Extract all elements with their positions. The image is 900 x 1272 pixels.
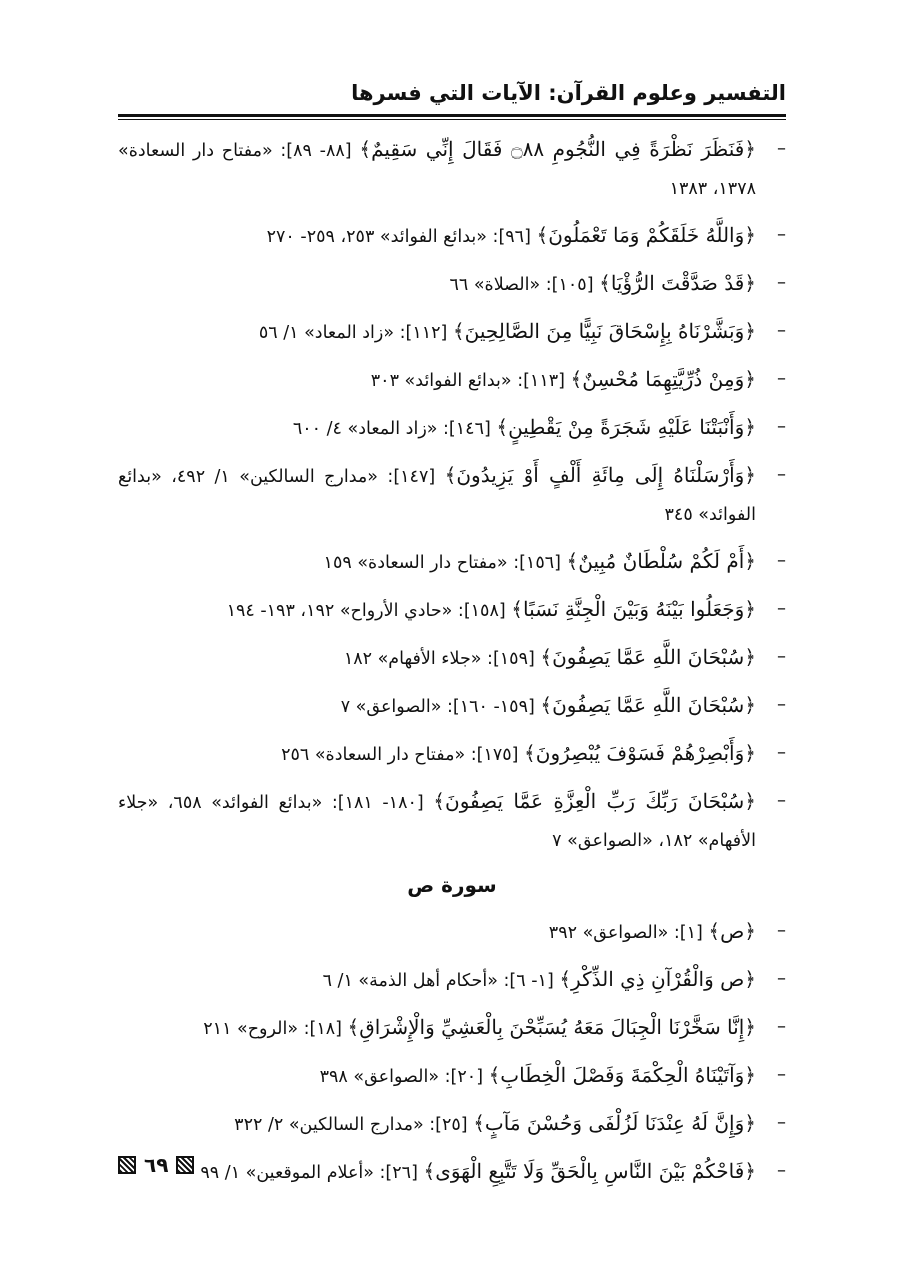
list-item: – ﴿إِنَّا سَخَّرْنَا الْجِبَالَ مَعَهُ يُسَبِّحْنَ بِالْعَشِيِّ وَالْإِشْرَاقِ﴾ [١٨]: «الروح» ٢١١ bbox=[203, 1015, 786, 1039]
reference-text: [٩٦]: «بدائع الفوائد» ٢٥٣، ٢٥٩- ٢٧٠ bbox=[266, 227, 537, 247]
verse-text: ﴿ص وَالْقُرْآنِ ذِي الذِّكْرِ﴾ bbox=[559, 967, 756, 991]
entries-list-after bbox=[118, 912, 786, 1192]
list-item: – ﴿وَمِنْ ذُرِّيَّتِهِمَا مُحْسِنٌ﴾ [١١٣]: «بدائع الفوائد» ٣٠٣ bbox=[370, 367, 786, 391]
list-item: – ﴿وَإِنَّ لَهُ عِنْدَنَا لَزُلْفَى وَحُسْنَ مَآبٍ﴾ [٢٥]: «مدارج السالكين» ٢/ ٣٢٢ bbox=[234, 1111, 786, 1135]
reference-text: [١١٢]: «زاد المعاد» ١/ ٥٦ bbox=[258, 323, 453, 343]
verse-text: ﴿أَمْ لَكُمْ سُلْطَانٌ مُبِينٌ﴾ bbox=[566, 549, 756, 573]
ornament-square-icon bbox=[176, 1156, 194, 1174]
reference-text: [١٥٩]: «جلاء الأفهام» ١٨٢ bbox=[343, 649, 541, 669]
list-item: – ﴿وَآتَيْنَاهُ الْحِكْمَةَ وَفَصْلَ الْخِطَابِ﴾ [٢٠]: «الصواعق» ٣٩٨ bbox=[319, 1063, 786, 1087]
reference-text: [١٥٦]: «مفتاح دار السعادة» ١٥٩ bbox=[323, 553, 567, 573]
reference-text: [٢٦]: «أعلام الموقعين» ١/ ٩٩ bbox=[200, 1163, 424, 1183]
verse-text: ﴿وَأَبْصِرْهُمْ فَسَوْفَ يُبْصِرُونَ﴾ bbox=[524, 741, 756, 765]
verse-text: ﴿وَمِنْ ذُرِّيَّتِهِمَا مُحْسِنٌ﴾ bbox=[570, 367, 756, 391]
page-footer bbox=[118, 1150, 194, 1180]
verse-text: ﴿وَأَنْبَتْنَا عَلَيْهِ شَجَرَةً مِنْ يَقْطِينٍ﴾ bbox=[496, 415, 756, 439]
list-item: – ﴿ص وَالْقُرْآنِ ذِي الذِّكْرِ﴾ [١- ٦]: «أحكام أهل الذمة» ١/ ٦ bbox=[322, 967, 786, 991]
reference-text: [١]: «الصواعق» ٣٩٢ bbox=[548, 923, 709, 943]
verse-text: ﴿وَآتَيْنَاهُ الْحِكْمَةَ وَفَصْلَ الْخِطَابِ﴾ bbox=[488, 1063, 756, 1087]
reference-text: [١٤٧]: «مدارج السالكين» ١/ ٤٩٢، «بدائع الفوائد» ٣٤٥ bbox=[118, 467, 756, 525]
reference-text: [١٤٦]: «زاد المعاد» ٤/ ٦٠٠ bbox=[292, 419, 497, 439]
list-item: – ﴿وَأَرْسَلْنَاهُ إِلَى مِائَةِ أَلْفٍ أَوْ يَزِيدُونَ﴾ [١٤٧]: «مدارج السالكين» ١/ ٤٩٢، «بدائع الفوائد» ٣٤٥ bbox=[118, 463, 786, 525]
ornament-square-icon bbox=[118, 1156, 136, 1174]
verse-text: ﴿وَجَعَلُوا بَيْنَهُ وَبَيْنَ الْجِنَّةِ نَسَبًا﴾ bbox=[511, 597, 756, 621]
list-item: – ﴿سُبْحَانَ اللَّهِ عَمَّا يَصِفُونَ﴾ [١٥٩]: «جلاء الأفهام» ١٨٢ bbox=[343, 645, 786, 669]
list-item: – ﴿سُبْحَانَ رَبِّكَ رَبِّ الْعِزَّةِ عَمَّا يَصِفُونَ﴾ [١٨٠- ١٨١]: «بدائع الفوائد» ٦٥٨، «جلاء الأفهام» ١٨٢، «الصواعق» ٧ bbox=[118, 789, 786, 851]
list-item: – ﴿وَجَعَلُوا بَيْنَهُ وَبَيْنَ الْجِنَّةِ نَسَبًا﴾ [١٥٨]: «حادي الأرواح» ١٩٢، ١٩٣- ١٩٤ bbox=[226, 597, 786, 621]
reference-text: [١١٣]: «بدائع الفوائد» ٣٠٣ bbox=[370, 371, 571, 391]
verse-text: ﴿فَنَظَرَ نَظْرَةً فِي النُّجُومِ ۝٨٨ فَقَالَ إِنِّي سَقِيمٌ﴾ bbox=[359, 137, 757, 161]
header-rule-thin bbox=[118, 119, 786, 120]
list-item: – ﴿فَاحْكُمْ بَيْنَ النَّاسِ بِالْحَقِّ وَلَا تَتَّبِعِ الْهَوَى﴾ [٢٦]: «أعلام الموقعين» ١/ ٩٩ bbox=[200, 1159, 786, 1183]
verse-text: ﴿وَاللَّهُ خَلَقَكُمْ وَمَا تَعْمَلُونَ﴾ bbox=[536, 223, 756, 247]
verse-text: ﴿قَدْ صَدَّقْتَ الرُّؤْيَا﴾ bbox=[599, 271, 756, 295]
reference-text: [٨٨- ٨٩]: «مفتاح دار السعادة» ١٣٧٨، ١٣٨٣ bbox=[118, 141, 756, 199]
reference-text: [١٥٩- ١٦٠]: «الصواعق» ٧ bbox=[340, 697, 541, 717]
list-item: – ﴿قَدْ صَدَّقْتَ الرُّؤْيَا﴾ [١٠٥]: «الصلاة» ٦٦ bbox=[449, 271, 786, 295]
header-rule-thick bbox=[118, 114, 786, 117]
list-item: – ﴿ص﴾ [١]: «الصواعق» ٣٩٢ bbox=[548, 919, 786, 943]
verse-text: ﴿سُبْحَانَ اللَّهِ عَمَّا يَصِفُونَ﴾ bbox=[540, 693, 756, 717]
verse-text: ﴿فَاحْكُمْ بَيْنَ النَّاسِ بِالْحَقِّ وَلَا تَتَّبِعِ الْهَوَى﴾ bbox=[423, 1159, 756, 1183]
list-item: – ﴿وَبَشَّرْنَاهُ بِإِسْحَاقَ نَبِيًّا مِنَ الصَّالِحِينَ﴾ [١١٢]: «زاد المعاد» ١/ ٥٦ bbox=[258, 319, 786, 343]
verse-text: ﴿وَأَرْسَلْنَاهُ إِلَى مِائَةِ أَلْفٍ أَوْ يَزِيدُونَ﴾ bbox=[444, 463, 757, 487]
book-page bbox=[118, 78, 786, 1208]
reference-text: [١٧٥]: «مفتاح دار السعادة» ٢٥٦ bbox=[281, 745, 525, 765]
list-item: – ﴿وَأَبْصِرْهُمْ فَسَوْفَ يُبْصِرُونَ﴾ [١٧٥]: «مفتاح دار السعادة» ٢٥٦ bbox=[281, 741, 786, 765]
verse-text: ﴿وَإِنَّ لَهُ عِنْدَنَا لَزُلْفَى وَحُسْنَ مَآبٍ﴾ bbox=[473, 1111, 756, 1135]
running-header: التفسير وعلوم القرآن: الآيات التي فسرها bbox=[351, 81, 786, 105]
list-item: – ﴿فَنَظَرَ نَظْرَةً فِي النُّجُومِ ۝٨٨ فَقَالَ إِنِّي سَقِيمٌ﴾ [٨٨- ٨٩]: «مفتاح دار السعادة» ١٣٧٨، ١٣٨٣ bbox=[118, 137, 786, 199]
verse-text: ﴿إِنَّا سَخَّرْنَا الْجِبَالَ مَعَهُ يُسَبِّحْنَ بِالْعَشِيِّ وَالْإِشْرَاقِ﴾ bbox=[347, 1015, 756, 1039]
reference-text: [١٨]: «الروح» ٢١١ bbox=[203, 1019, 348, 1039]
verse-text: ﴿سُبْحَانَ اللَّهِ عَمَّا يَصِفُونَ﴾ bbox=[540, 645, 756, 669]
surah-heading: سورة ص bbox=[407, 873, 497, 897]
list-item: – ﴿أَمْ لَكُمْ سُلْطَانٌ مُبِينٌ﴾ [١٥٦]: «مفتاح دار السعادة» ١٥٩ bbox=[323, 549, 786, 573]
verse-text: ﴿ص﴾ bbox=[708, 919, 756, 943]
reference-text: [٢٠]: «الصواعق» ٣٩٨ bbox=[319, 1067, 489, 1087]
page-number: ٦٩ bbox=[144, 1153, 169, 1177]
reference-text: [٢٥]: «مدارج السالكين» ٢/ ٣٢٢ bbox=[234, 1115, 474, 1135]
reference-text: [١- ٦]: «أحكام أهل الذمة» ١/ ٦ bbox=[322, 971, 560, 991]
list-item: – ﴿وَاللَّهُ خَلَقَكُمْ وَمَا تَعْمَلُونَ﴾ [٩٦]: «بدائع الفوائد» ٢٥٣، ٢٥٩- ٢٧٠ bbox=[266, 223, 786, 247]
list-item: – ﴿سُبْحَانَ اللَّهِ عَمَّا يَصِفُونَ﴾ [١٥٩- ١٦٠]: «الصواعق» ٧ bbox=[340, 693, 786, 717]
reference-text: [١٠٥]: «الصلاة» ٦٦ bbox=[449, 275, 600, 295]
verse-text: ﴿وَبَشَّرْنَاهُ بِإِسْحَاقَ نَبِيًّا مِنَ الصَّالِحِينَ﴾ bbox=[452, 319, 756, 343]
reference-text: [١٥٨]: «حادي الأرواح» ١٩٢، ١٩٣- ١٩٤ bbox=[226, 601, 512, 621]
reference-text: [١٨٠- ١٨١]: «بدائع الفوائد» ٦٥٨، «جلاء الأفهام» ١٨٢، «الصواعق» ٧ bbox=[118, 793, 756, 851]
list-item: – ﴿وَأَنْبَتْنَا عَلَيْهِ شَجَرَةً مِنْ يَقْطِينٍ﴾ [١٤٦]: «زاد المعاد» ٤/ ٦٠٠ bbox=[292, 415, 786, 439]
entries-list-before bbox=[118, 130, 786, 860]
verse-text: ﴿سُبْحَانَ رَبِّكَ رَبِّ الْعِزَّةِ عَمَّا يَصِفُونَ﴾ bbox=[433, 789, 757, 813]
